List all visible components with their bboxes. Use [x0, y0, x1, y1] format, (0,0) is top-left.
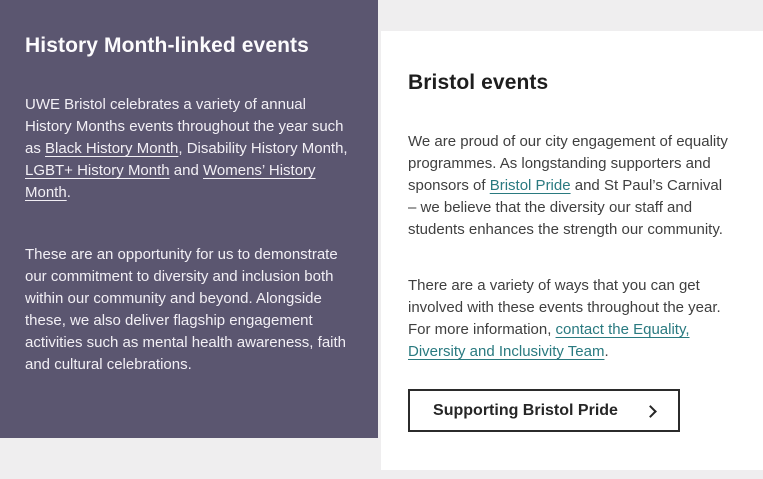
text-link[interactable]: Womens’ History Month — [25, 162, 316, 201]
bristol-events-paragraph-2 — [408, 275, 733, 363]
text-segment: . — [66, 184, 71, 201]
text-segment: . — [604, 343, 609, 360]
text-link[interactable]: contact the Equality, Diversity and Inclusivity Team — [408, 321, 690, 360]
chevron-right-icon — [644, 405, 657, 418]
text-link[interactable]: Black History Month — [45, 140, 179, 157]
bristol-events-title: Bristol events — [408, 71, 549, 94]
text-link[interactable]: LGBT+ History Month — [25, 162, 170, 179]
supporting-bristol-pride-button[interactable] — [408, 389, 680, 432]
text-segment: and — [169, 162, 204, 179]
history-month-paragraph-1 — [25, 94, 356, 204]
text-segment: UWE Bristol celebrates a variety of annual History Months events throughout the year such as — [25, 96, 344, 157]
history-month-panel-title: History Month-linked events — [25, 34, 309, 57]
text-segment: , Disability History Month, — [178, 140, 348, 157]
text-link[interactable]: Bristol Pride — [489, 177, 571, 194]
bristol-events-paragraph-1 — [408, 131, 733, 241]
text-segment: These are an opportunity for us to demonstrate our commitment to diversity and inclusion both within our community and beyond. Alongside these, we also deliver flagship engagement activities such as mental health awareness, faith and cultural celebrations. — [25, 246, 346, 373]
text-segment: There are a variety of ways that you can get involved with these events throughout the year. For more information, — [408, 277, 721, 338]
history-month-panel — [0, 0, 378, 438]
bristol-events-card — [381, 31, 763, 470]
text-segment: We are proud of our city engagement of equality programmes. As longstanding supporters and sponsors of — [408, 133, 728, 194]
supporting-bristol-pride-button-label: Supporting Bristol Pride — [433, 401, 618, 419]
history-month-paragraph-2 — [25, 244, 356, 376]
text-segment: and St Paul’s Carnival – we believe that the diversity our staff and students enhances the strength our community. — [408, 177, 723, 238]
